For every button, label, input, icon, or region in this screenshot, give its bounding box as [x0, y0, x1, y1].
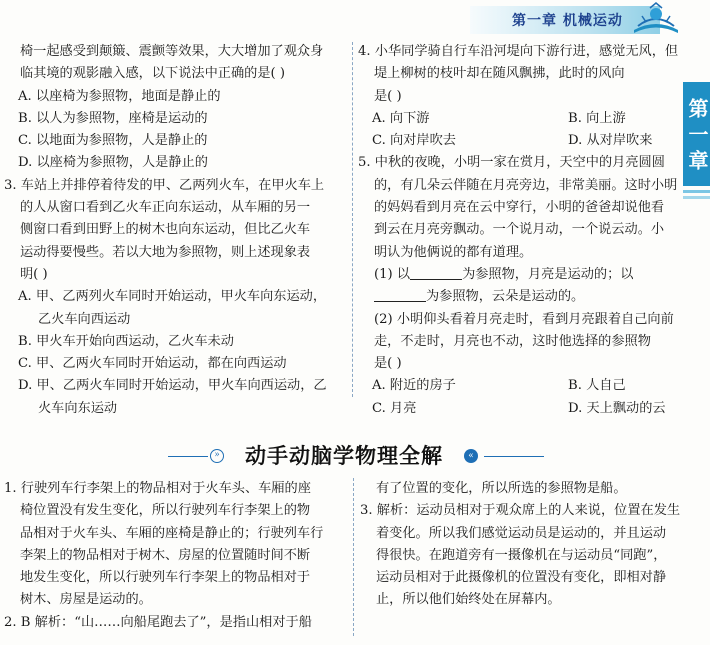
text-line: 得很快。在跑道旁有一摄像机在与运动员“同跑”，	[376, 547, 667, 563]
text-line: 的妈妈看到月亮在云中穿行，小明的爸爸却说他看	[374, 200, 665, 216]
options-row	[358, 130, 680, 152]
sub-question-1	[358, 264, 680, 286]
heading-rule	[484, 456, 544, 457]
text-line: 运动得要慢些。若以大地为参照物，则上述现象表	[20, 244, 311, 260]
text-line: 着变化。所以我们感觉运动员是运动的，并且运动	[376, 525, 667, 541]
text-line: 树木、房屋是运动的。	[20, 592, 152, 608]
page-header	[0, 0, 710, 40]
heading-bullet-icon: »	[210, 449, 224, 463]
text-line: 有了位置的变化，所以所选的参照物是船。	[376, 481, 627, 496]
option-b: B. 甲火车开始向西运动，乙火车未动	[18, 333, 234, 349]
question-3: 3. 车站上并排停着待发的甲、乙两列火车，在甲火车上	[4, 177, 325, 193]
text-line: 乙火车向西运动	[38, 311, 131, 327]
answers-right	[360, 478, 682, 612]
text-line: 品相对于火车头、车厢的座椅是静止的；行驶列车行	[20, 525, 324, 541]
option-d: D. 以座椅为参照物，人是静止的	[18, 155, 208, 171]
option-d: D. 天上飘动的云	[568, 400, 666, 416]
side-stripe	[683, 190, 710, 193]
option-a: A. 以座椅为参照物，地面是静止的	[18, 88, 221, 104]
option-a: A. 附近的房子	[372, 378, 456, 394]
option-c: C. 向对岸吹去	[372, 133, 456, 149]
text-line: 火车向东运动	[38, 400, 118, 416]
text-line: 侧窗口看到田野上的树木也向东运动，但比乙火车	[20, 222, 311, 238]
right-column	[358, 41, 680, 420]
column-divider	[352, 42, 353, 397]
text-line: 到云在月亮旁飘动。一个说月动，一个说云动。小	[374, 222, 665, 238]
text-line: 止，所以他们始终处在屏幕内。	[376, 592, 561, 608]
text-line: 是( )	[374, 356, 402, 372]
heading-bullet-icon: «	[464, 449, 478, 463]
text-line	[358, 286, 680, 308]
answer-2: 2. B 解析：“山……向船尾跑去了”，是指山相对于船	[4, 614, 312, 630]
option-a: A. 向下游	[372, 110, 430, 126]
text-span: (1) 以	[374, 266, 411, 282]
text-line: 是( )	[374, 88, 402, 104]
text-line: 椅一起感受到颠簸、震颤等效果，大大增加了观众身	[20, 44, 324, 59]
side-stripe	[683, 196, 710, 199]
option-c: C. 甲、乙两火车同时开始运动，都在向西运动	[18, 356, 287, 372]
question-4: 4. 小华同学骑自行车沿河堤向下游行进，感觉无风，但	[358, 44, 679, 59]
answer-3: 3. 解析：运动员相对于观众席上的人来说，位置在发生	[360, 503, 681, 519]
text-line: 明( )	[20, 266, 48, 282]
text-line: 地发生变化，所以行驶列车行李架上的物品相对于	[20, 570, 311, 586]
text-line: 堤上柳树的枝叶却在随风飘拂，此时的风向	[374, 66, 625, 82]
chapter-title: 第一章 机械运动	[512, 13, 623, 29]
heading-rule	[168, 456, 208, 457]
option-a: A. 甲、乙两列火车同时开始运动，甲火车向东运动，	[18, 289, 327, 305]
section-title: 动手动脑学物理全解	[245, 444, 443, 468]
answer-blank	[374, 287, 426, 302]
chapter-side-tab: 第一章	[683, 82, 710, 186]
text-line: 明认为他俩说的都有道理。	[374, 244, 533, 260]
section-heading	[0, 440, 710, 474]
text-line: 临其境的观影融入感，以下说法中正确的是( )	[20, 66, 286, 82]
text-line: 椅位置没有发生变化，所以行驶列车行李架上的物	[20, 503, 311, 519]
answer-blank	[410, 265, 462, 280]
option-d: D. 甲、乙两火车同时开始运动，甲火车向西运动，乙	[18, 378, 327, 394]
sub-question-2: (2) 小明仰头看着月亮走时，看到月亮跟着自己向前	[374, 311, 674, 327]
option-b: B. 向上游	[568, 110, 626, 126]
book-logo-icon	[628, 2, 684, 38]
option-c: C. 月亮	[372, 400, 417, 416]
text-line: 的人从窗口看到乙火车正向东运动，从车厢的另一	[20, 200, 311, 216]
text-span: 为参照物，月亮是运动的；以	[462, 266, 634, 282]
options-row	[358, 108, 680, 130]
left-column	[4, 41, 348, 420]
text-line: 李架上的物品相对于树木、房屋的位置随时间不断	[20, 547, 311, 563]
text-line: 的，有几朵云伴随在月亮旁边，非常美丽。这时小明	[374, 177, 678, 193]
option-b: B. 以人为参照物，座椅是运动的	[18, 110, 208, 126]
column-divider	[353, 478, 354, 636]
options-row	[358, 398, 680, 420]
text-span: 为参照物，云朵是运动的。	[426, 289, 585, 305]
answer-1: 1. 行驶列车行李架上的物品相对于火车头、车厢的座	[4, 481, 311, 496]
answers-left	[4, 478, 348, 634]
text-line: 运动员相对于此摄像机的位置没有变化，即相对静	[376, 570, 667, 586]
text-line: 走，不走时，月亮也不动，这时他选择的参照物	[374, 333, 651, 349]
option-d: D. 从对岸吹来	[568, 133, 653, 149]
option-c: C. 以地面为参照物，人是静止的	[18, 133, 208, 149]
options-row	[358, 375, 680, 397]
option-b: B. 人自己	[568, 378, 626, 394]
question-5: 5. 中秋的夜晚，小明一家在赏月，天空中的月亮圆圆	[358, 155, 665, 171]
